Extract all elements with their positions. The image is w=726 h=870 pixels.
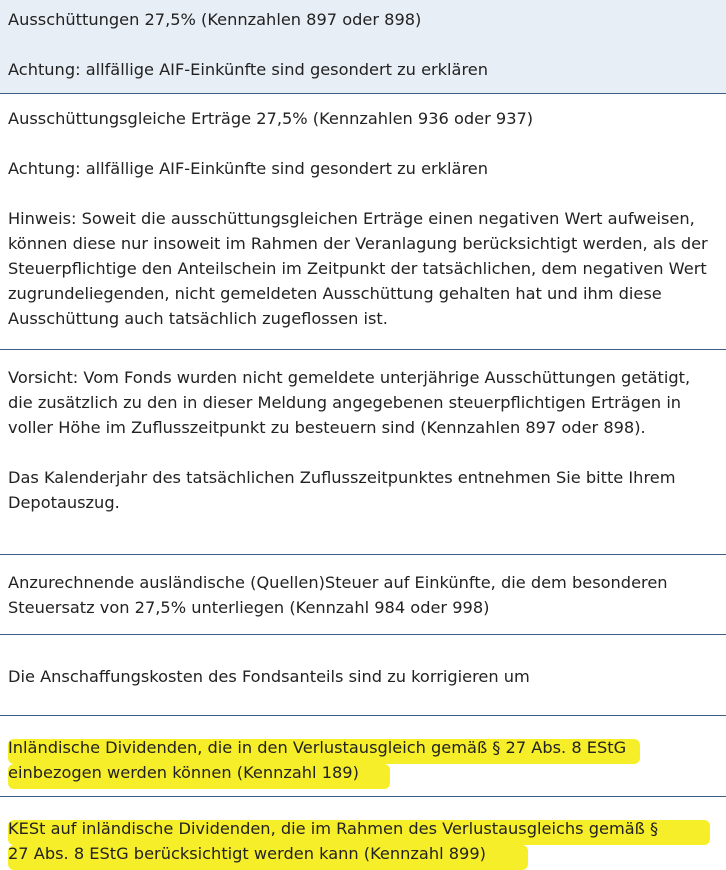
table-row: [0, 350, 726, 555]
table-row: [0, 94, 726, 350]
row-text: Anzurechnende ausländische (Quellen)Steuer auf Einkünfte, die dem besonderen Steuersatz von 27,5% unterliegen (Kennzahl 984 oder 998): [8, 573, 668, 617]
table-row: [0, 635, 726, 716]
row-note: Achtung: allfällige AIF-Einkünfte sind gesondert zu erklären: [8, 60, 488, 79]
row-text: Die Anschaffungskosten des Fondsanteils sind zu korrigieren um: [8, 667, 530, 686]
row-text-line: KESt auf inländische Dividenden, die im Rahmen des Verlustausgleichs gemäß §: [8, 819, 659, 838]
row-note: Achtung: allfällige AIF-Einkünfte sind gesondert zu erklären: [8, 159, 488, 178]
row-text-line: 27 Abs. 8 EStG berücksichtigt werden kann (Kennzahl 899): [8, 844, 486, 863]
table-row: [0, 797, 726, 863]
highlighted-line: [8, 819, 658, 838]
table-row: [0, 0, 726, 94]
row-text: Ausschüttungsgleiche Erträge 27,5% (Kennzahlen 936 oder 937): [8, 109, 534, 128]
highlighted-line: [8, 738, 626, 757]
row-text: Das Kalenderjahr des tatsächlichen Zuflusszeitpunktes entnehmen Sie bitte Ihrem Depotauszug.: [8, 468, 676, 512]
row-warning: Vorsicht: Vom Fonds wurden nicht gemeldete unterjährige Ausschüttungen getätigt, die zusätzlich zu den in dieser Meldung angegebenen steuerpflichtigen Erträgen in voller Höhe im Zuflusszeitpunkt zu besteuern sind (Kennzahlen 897 oder 898).: [8, 368, 691, 437]
row-hint: Hinweis: Soweit die ausschüttungsgleichen Erträge einen negativen Wert aufweisen, können diese nur insoweit im Rahmen der Veranlagung berücksichtigt werden, als der Steuerpflichtige den Anteilschein im Zeitpunkt der tatsächlichen, dem negativen Wert zugrundeliegenden, nicht gemeldeten Ausschüttung gehalten hat und ihm diese Ausschüttung auch tatsächlich zugeflossen ist.: [8, 209, 708, 328]
highlighted-line: [8, 844, 486, 863]
table-row: [0, 716, 726, 797]
row-text: Ausschüttungen 27,5% (Kennzahlen 897 oder 898): [8, 10, 422, 29]
row-text-line: einbezogen werden können (Kennzahl 189): [8, 763, 359, 782]
highlighted-line: [8, 763, 359, 782]
table-row: [0, 555, 726, 635]
row-text-line: Inländische Dividenden, die in den Verlustausgleich gemäß § 27 Abs. 8 EStG: [8, 738, 627, 757]
